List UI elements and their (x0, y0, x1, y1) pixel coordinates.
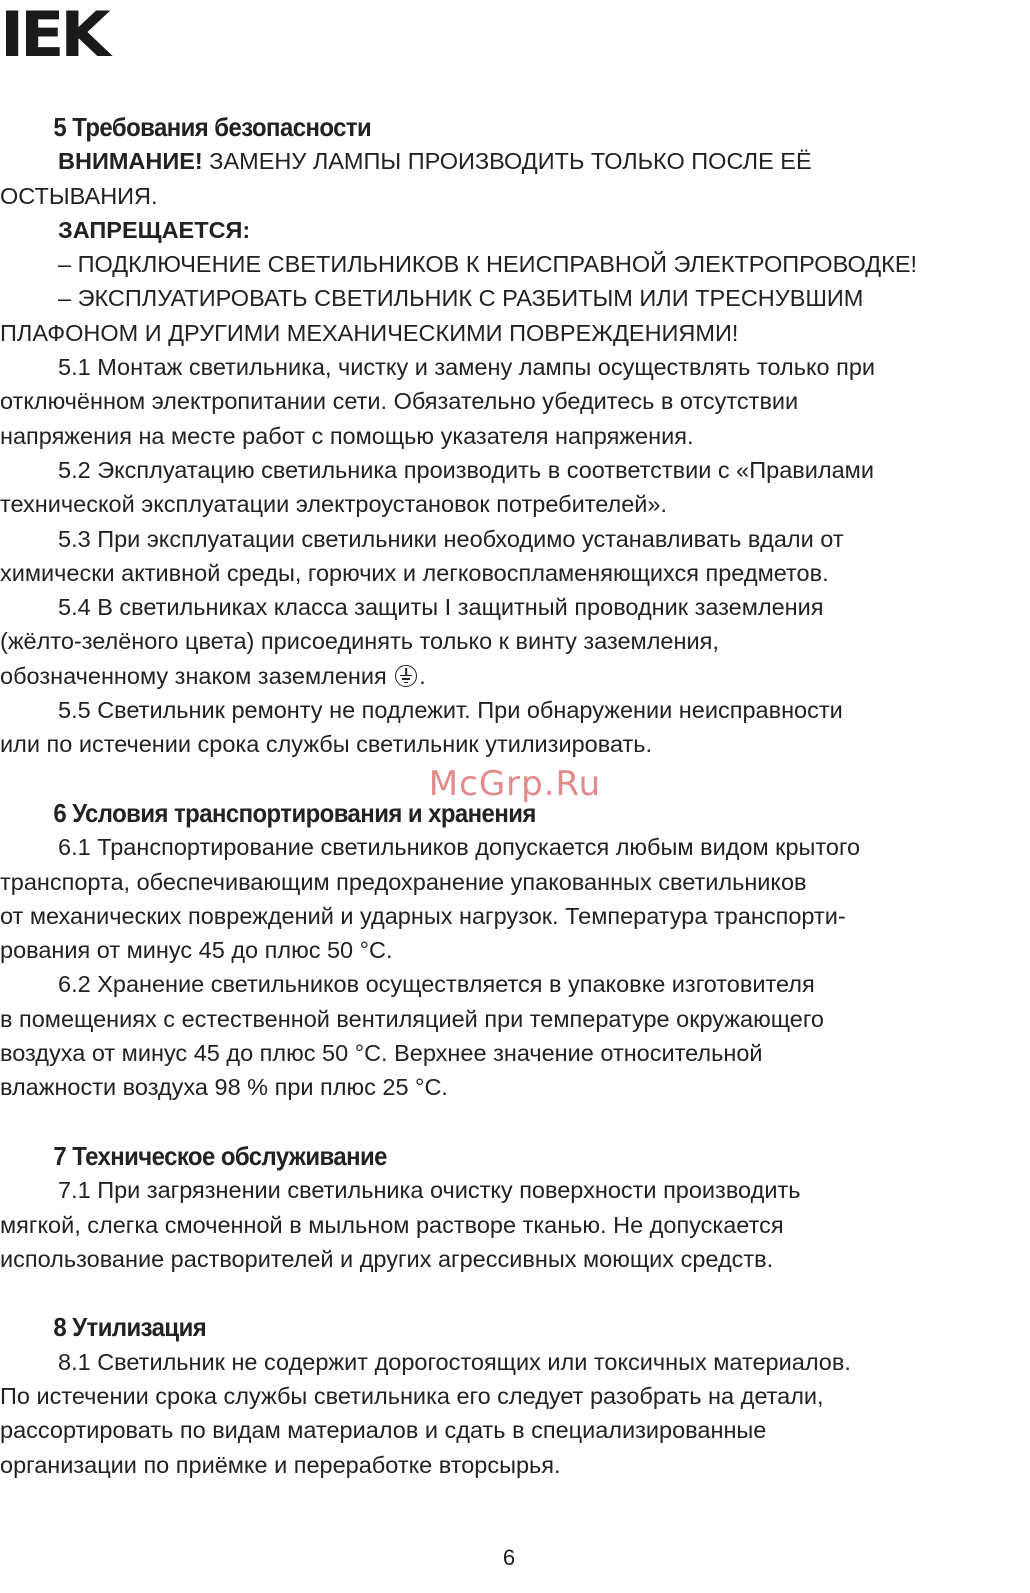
forbidden-item-1: – ПОДКЛЮЧЕНИЕ СВЕТИЛЬНИКОВ К НЕИСПРАВНОЙ ЭЛЕКТРОПРОВОДКЕ! (58, 251, 918, 278)
warning-text: ЗАМЕНУ ЛАМПЫ ПРОИЗВОДИТЬ ТОЛЬКО ПОСЛЕ ЕЁ (202, 148, 812, 175)
para-7-1: 7.1 При загрязнении светильника очистку поверхности производить (58, 1177, 801, 1204)
para-5-5: 5.5 Светильник ремонту не подлежит. При обнаружении неисправности (58, 697, 843, 724)
para-6-1-cont: транспорта, обеспечивающим предохранение упакованных светильников (0, 868, 807, 895)
iek-logo: IEK (0, 0, 107, 71)
para-5-1-cont: отключённом электропитании сети. Обязательно убедитесь в отсутствии (0, 388, 799, 415)
para-5-4: 5.4 В светильниках класса защиты I защитный проводник заземления (58, 594, 824, 621)
para-6-1-cont: от механических повреждений и ударных нагрузок. Температура транспорти- (0, 902, 846, 929)
forbidden-label: ЗАПРЕЩАЕТСЯ: (58, 216, 251, 243)
para-5-1-cont: напряжения на месте работ с помощью указателя напряжения. (0, 422, 694, 449)
para-8-1-cont: организации по приёмке и переработке вторсырья. (0, 1451, 561, 1478)
warning-cont: ОСТЫВАНИЯ. (0, 182, 158, 209)
section-8-heading: 8 Утилизация (53, 1312, 207, 1343)
warning-label: ВНИМАНИЕ! (58, 148, 203, 175)
para-5-4-cont (0, 659, 1018, 693)
page-number: 6 (502, 1545, 516, 1570)
para-6-2-cont: воздуха от минус 45 до плюс 50 °С. Верхнее значение относительной (0, 1040, 763, 1067)
para-5-2: 5.2 Эксплуатацию светильника производить в соответствии с «Правилами (58, 456, 874, 483)
para-8-1-cont: По истечении срока службы светильника его следует разобрать на детали, (0, 1382, 824, 1409)
para-5-3-cont: химически активной среды, горючих и легковоспламеняющихся предметов. (0, 559, 829, 586)
para-6-2: 6.2 Хранение светильников осуществляется в упаковке изготовителя (58, 971, 815, 998)
section-6-heading: 6 Условия транспортирования и хранения (53, 797, 536, 828)
warning-line (0, 144, 1018, 178)
para-6-1-cont: рования от минус 45 до плюс 50 °С. (0, 937, 393, 964)
ground-symbol-icon (395, 665, 417, 687)
para-5-3: 5.3 При эксплуатации светильники необходимо устанавливать вдали от (58, 525, 844, 552)
section-7-heading: 7 Техническое обслуживание (53, 1140, 387, 1171)
para-5-5-cont: или по истечении срока службы светильник утилизировать. (0, 731, 653, 758)
para-5-4-cont: (жёлто-зелёного цвета) присоединять только к винту заземления, (0, 628, 719, 655)
para-7-1-cont: мягкой, слегка смоченной в мыльном растворе тканью. Не допускается (0, 1211, 784, 1238)
para-6-2-cont: в помещениях с естественной вентиляцией при температуре окружающего (0, 1005, 824, 1032)
section-5-heading: 5 Требования безопасности (53, 112, 372, 142)
forbidden-item-2-cont: ПЛАФОНОМ И ДРУГИМИ МЕХАНИЧЕСКИМИ ПОВРЕЖДЕНИЯМИ! (0, 319, 739, 346)
para-8-1: 8.1 Светильник не содержит дорогостоящих или токсичных материалов. (58, 1348, 851, 1375)
para-6-1: 6.1 Транспортирование светильников допускается любым видом крытого (58, 834, 861, 861)
para-7-1-cont: использование растворителей и других агрессивных моющих средств. (0, 1245, 774, 1272)
para-5-1: 5.1 Монтаж светильника, чистку и замену лампы осуществлять только при (58, 354, 876, 381)
para-5-4-text: обозначенному знаком заземления (0, 662, 394, 689)
para-6-2-cont: влажности воздуха 98 % при плюс 25 °С. (0, 1074, 448, 1101)
para-5-4-end: . (419, 662, 426, 689)
watermark: McGrp.Ru (428, 764, 602, 804)
forbidden-item-2: – ЭКСПЛУАТИРОВАТЬ СВЕТИЛЬНИК С РАЗБИТЫМ ИЛИ ТРЕСНУВШИМ (58, 285, 864, 312)
para-8-1-cont: рассортировать по видам материалов и сдать в специализированные (0, 1417, 767, 1444)
para-5-2-cont: технической эксплуатации электроустановок потребителей». (0, 491, 668, 518)
